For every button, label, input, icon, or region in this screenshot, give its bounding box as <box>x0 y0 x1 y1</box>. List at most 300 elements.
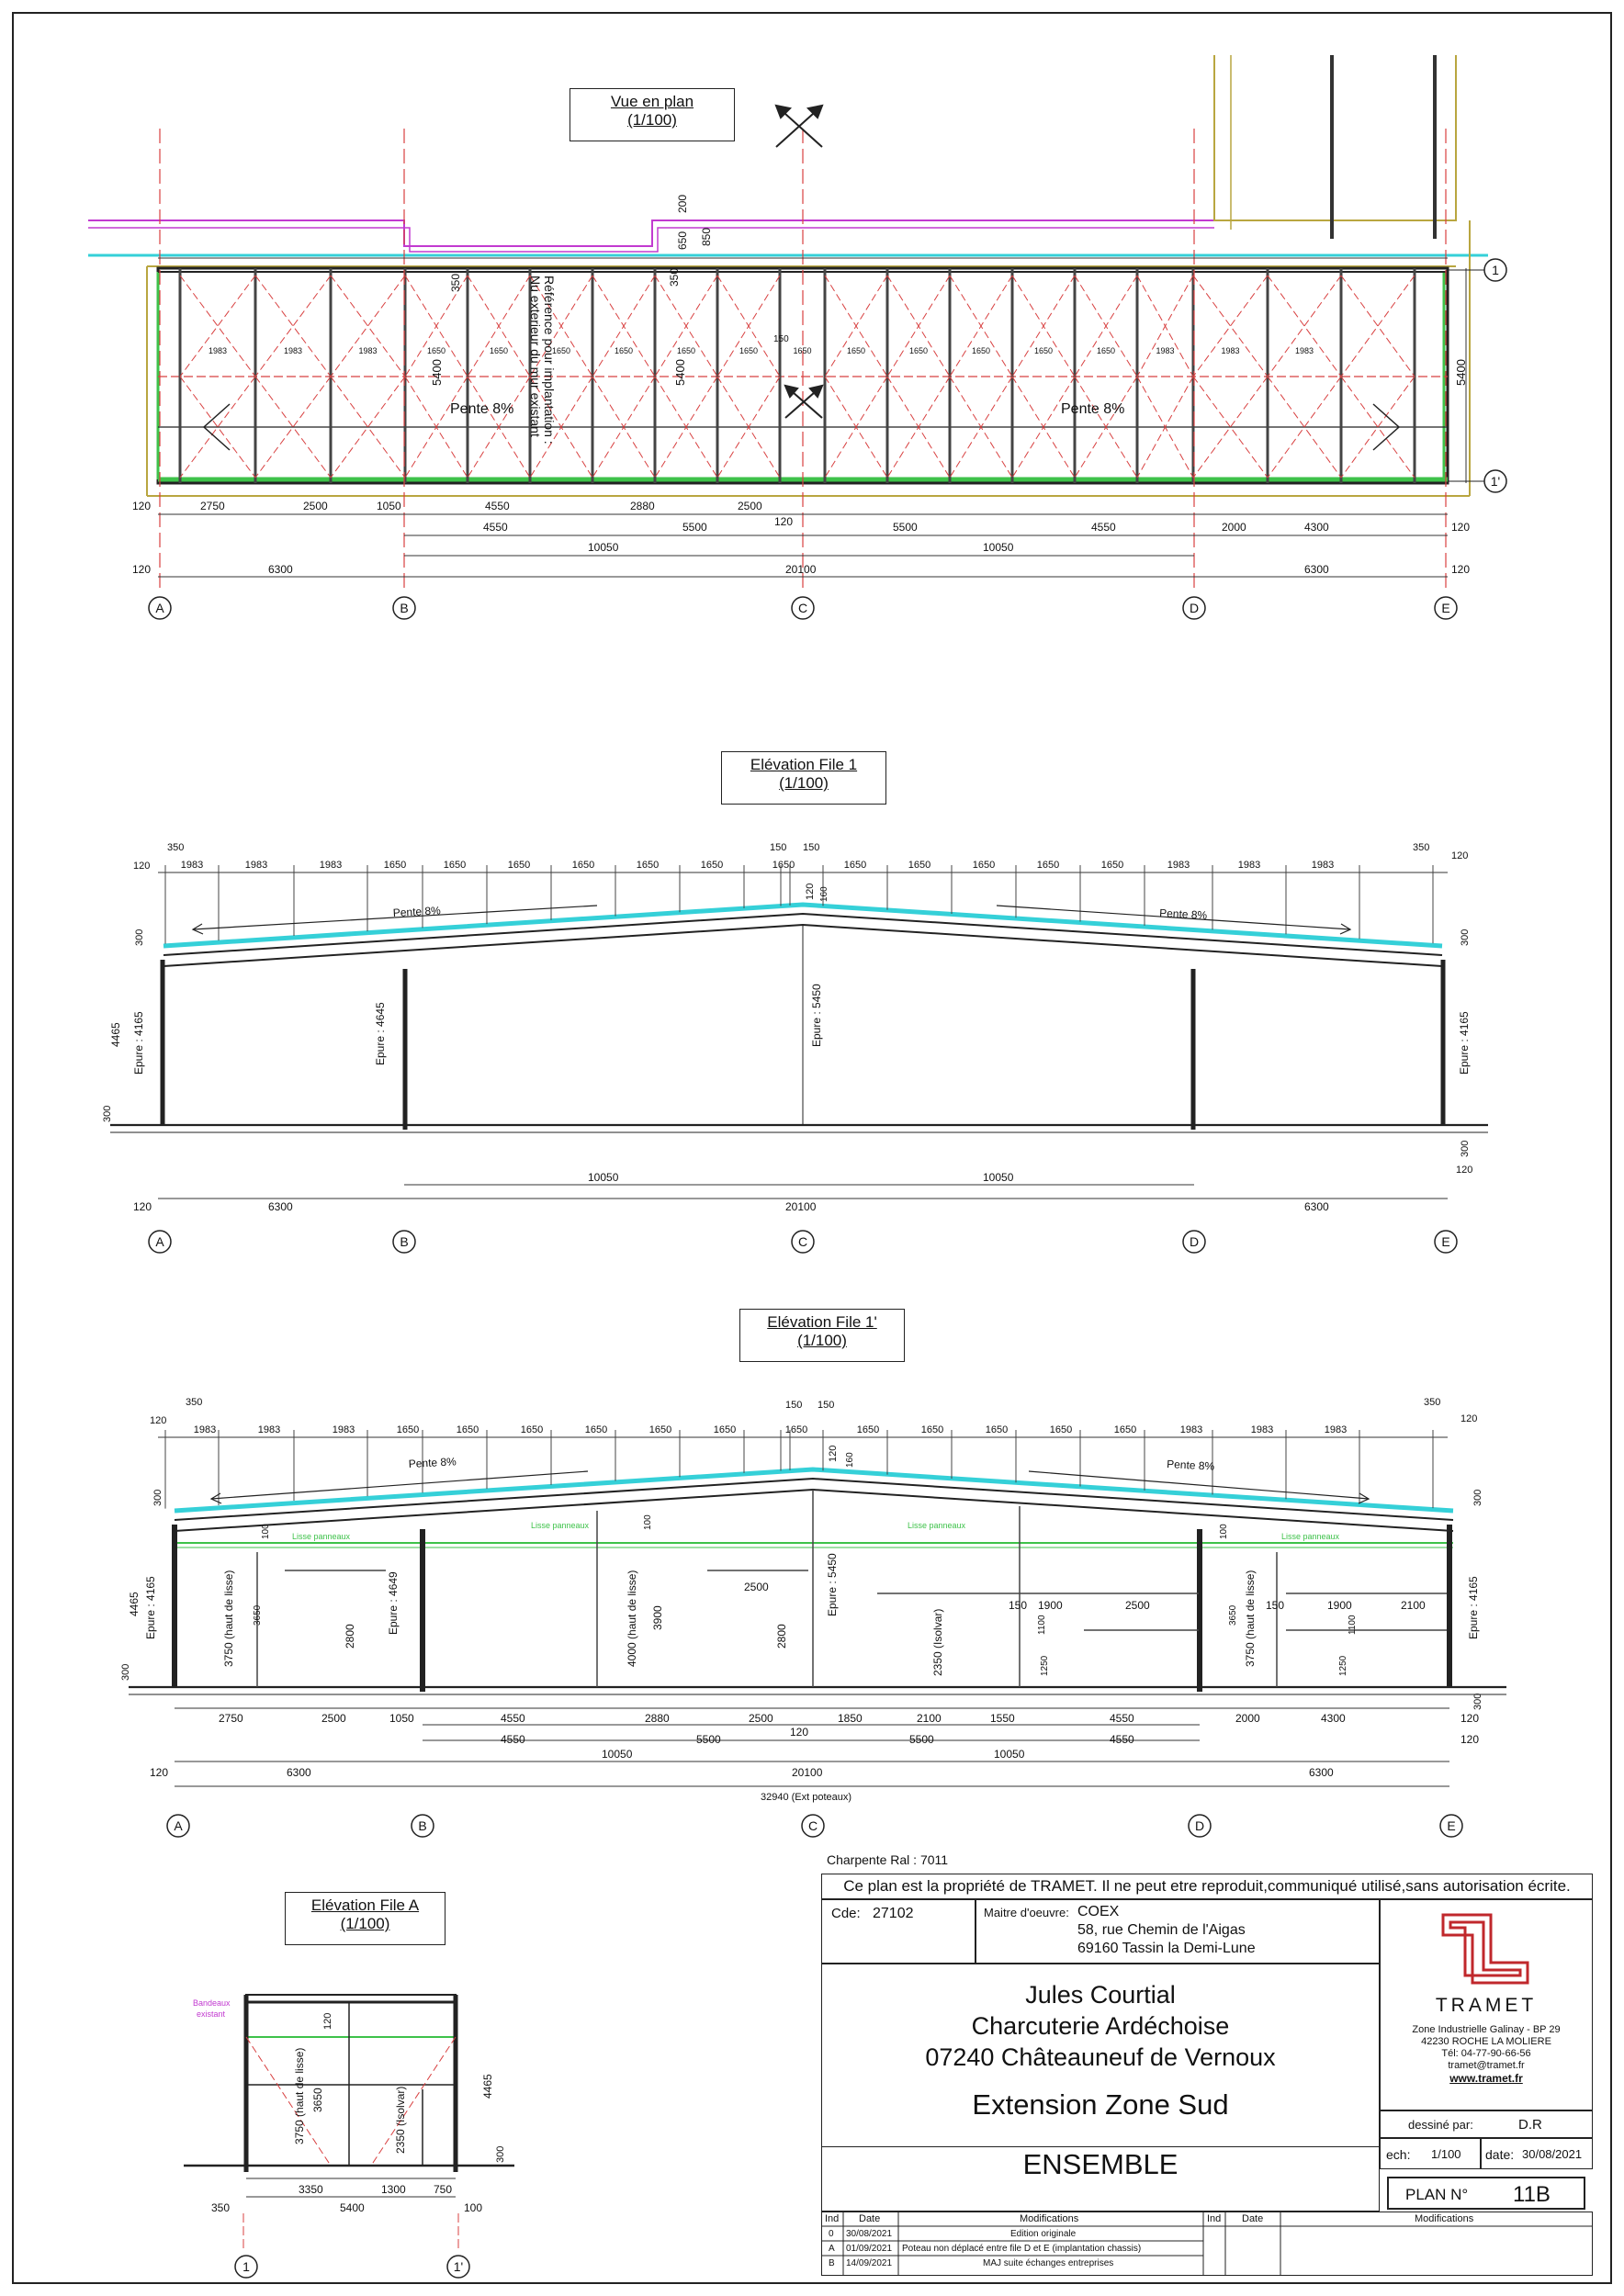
span-dim-label: 1650 <box>985 1424 1009 1435</box>
e2-epure-4165-left: Epure : 4165 <box>144 1576 157 1639</box>
e2-dim-3650-a: 3650 <box>253 1604 263 1626</box>
ea-dim-3650: 3650 <box>311 2088 324 2112</box>
e1-epure-4165-left: Epure : 4165 <box>132 1011 145 1075</box>
e2-axis-D: D <box>1194 1818 1205 1833</box>
span-dim-label: 1650 <box>507 860 531 871</box>
e2-dim-120-left: 120 <box>150 1415 167 1426</box>
e2-dim-300-a: 300 <box>152 1489 164 1506</box>
brand-tel: Tél: 04-77-90-66-56 <box>1441 2048 1531 2059</box>
e2-dim-300-d: 300 <box>1472 1693 1483 1710</box>
moe-name: COEX <box>1077 1904 1120 1919</box>
e2-lisse-3: Lisse panneaux <box>908 1521 966 1530</box>
span-dim-label: 1650 <box>520 1424 544 1435</box>
charpente-ral: Charpente Ral : 7011 <box>827 1852 949 1867</box>
plan-dim-120-c: 120 <box>774 515 794 528</box>
e2-haut-lisse-3750-b: 3750 (haut de lisse) <box>1244 1570 1257 1667</box>
span-dim-label: 1650 <box>571 860 595 871</box>
e2-dim-20100: 20100 <box>792 1766 823 1779</box>
plan-axis-A: A <box>155 601 164 615</box>
span-dim-label: 1983 <box>1294 346 1314 355</box>
plan-dim-5400-b: 5400 <box>430 359 444 386</box>
ea-dim-300: 300 <box>495 2145 506 2163</box>
ea-row-1: 1 <box>242 2259 250 2274</box>
compass-symbol-mid <box>785 386 822 418</box>
plan-number-value: 11B <box>1513 2182 1551 2207</box>
plan-axis-E: E <box>1441 601 1450 615</box>
brand-addr2: 42230 ROCHE LA MOLIERE <box>1421 2036 1551 2047</box>
e2-axis-C: C <box>807 1818 818 1833</box>
plan-number-label: PLAN N° <box>1405 2186 1469 2203</box>
e2-dim-150-inner-b: 150 <box>1266 1599 1285 1612</box>
existing-wall-outline <box>88 220 1222 246</box>
plan-dim-10050-a: 10050 <box>588 541 619 554</box>
span-dim-label: 1650 <box>920 1424 944 1435</box>
span-dim-label: 1650 <box>489 346 509 355</box>
span-dim-label: 1983 <box>332 1424 355 1435</box>
span-dim-label: 1983 <box>1324 1424 1348 1435</box>
e2-epure-4165-right: Epure : 4165 <box>1467 1576 1480 1639</box>
span-dim-label: 1983 <box>1311 860 1335 871</box>
ea-dim-100: 100 <box>464 2201 483 2214</box>
plan-dim-5400-c: 5400 <box>673 359 687 386</box>
e2-pente-left: Pente 8% <box>408 1455 457 1470</box>
e1-dim-4465: 4465 <box>109 1022 122 1047</box>
plan-dim-5500-a: 5500 <box>682 521 707 534</box>
e2-dim-1550: 1550 <box>990 1712 1015 1725</box>
plan-dim-120-a: 120 <box>132 500 152 512</box>
scale-value: 1/100 <box>1431 2147 1461 2161</box>
plan-brace <box>255 276 331 377</box>
rev-a-mod: Poteau non déplacé entre file D et E (implantation chassis) <box>902 2244 1142 2254</box>
project-cell <box>821 2147 1380 2212</box>
e2-dim-4550-c: 4550 <box>501 1733 525 1746</box>
moe-cell <box>976 1899 1380 1964</box>
e2-dim-1050: 1050 <box>389 1712 414 1725</box>
e2-dim-5500-b: 5500 <box>909 1733 934 1746</box>
plan-brace <box>1193 276 1268 377</box>
e1-axis-D: D <box>1189 1234 1200 1249</box>
e2-dim-120-r1: 120 <box>1460 1712 1480 1725</box>
e1-dim-150-a: 150 <box>770 842 787 853</box>
brand-addr1: Zone Industrielle Galinay - BP 29 <box>1412 2024 1561 2035</box>
plan-row-1: 1 <box>1492 263 1499 277</box>
span-dim-label: 1983 <box>208 346 228 355</box>
span-dim-label: 1983 <box>257 1424 281 1435</box>
rev-b-date: 14/09/2021 <box>846 2258 893 2268</box>
cde-cell <box>821 1899 976 1964</box>
e2-dim-4300: 4300 <box>1321 1712 1346 1725</box>
plan-dim-1050: 1050 <box>377 500 401 512</box>
span-dim-label: 1983 <box>244 860 268 871</box>
e1-axis-B: B <box>400 1234 409 1249</box>
plan-dim-2750: 2750 <box>200 500 225 512</box>
e2-dim-2000: 2000 <box>1235 1712 1260 1725</box>
e2-dim-1250-a: 1250 <box>1040 1655 1050 1676</box>
ea-dim-4465: 4465 <box>481 2074 494 2099</box>
e1-epure-4645: Epure : 4645 <box>374 1002 387 1065</box>
ea-dim-350: 350 <box>211 2201 231 2214</box>
span-dim-label: 1983 <box>1156 346 1175 355</box>
e2-dim-3900: 3900 <box>651 1605 664 1630</box>
plan-dim-2500-b: 2500 <box>738 500 762 512</box>
e1-dim-350-right: 350 <box>1413 842 1430 853</box>
plan-brace <box>331 276 405 377</box>
e1-epure-5450: Epure : 5450 <box>810 984 823 1047</box>
span-dim-label: 1650 <box>636 860 660 871</box>
ea-dim-3350: 3350 <box>299 2183 323 2196</box>
plan-view-title-text: Vue en plan <box>610 93 694 110</box>
e2-dim-1100-b: 1100 <box>1348 1615 1358 1635</box>
span-dim-label: 1983 <box>358 346 378 355</box>
plan-number-cell <box>1387 2177 1585 2210</box>
plan-dim-120-b: 120 <box>132 563 152 576</box>
elev1p-title <box>739 1309 905 1362</box>
span-dim-label: 1650 <box>1033 346 1054 355</box>
plan-axis-B: B <box>400 601 409 615</box>
ea-haut-lisse: 3750 (haut de lisse) <box>293 2047 306 2144</box>
e2-dim-150-inner: 150 <box>1009 1599 1028 1612</box>
drawn-value: D.R <box>1518 2117 1542 2133</box>
ea-dim-750: 750 <box>434 2183 453 2196</box>
span-dim-label: 1650 <box>972 860 996 871</box>
plan-dim-4300: 4300 <box>1304 521 1329 534</box>
cde-value: 27102 <box>873 1906 914 1921</box>
e2-axis-B: B <box>418 1818 427 1833</box>
span-dim-label: 1650 <box>648 1424 672 1435</box>
date-value: 30/08/2021 <box>1522 2147 1583 2161</box>
e2-dim-1250-b: 1250 <box>1338 1655 1348 1676</box>
span-dim-label: 1650 <box>739 346 759 355</box>
span-dim-label: 1983 <box>319 860 343 871</box>
e2-lisse-1: Lisse panneaux <box>292 1532 351 1541</box>
elevA-title <box>285 1892 445 1945</box>
plan-dim-4550-b: 4550 <box>1091 521 1116 534</box>
compass-symbol-top <box>776 106 822 147</box>
plan-dim-6300-b: 6300 <box>1304 563 1329 576</box>
e1-pente-right: Pente 8% <box>1158 906 1208 922</box>
e2-dim-1850: 1850 <box>838 1712 863 1725</box>
drawn-cell <box>1380 2110 1593 2138</box>
e2-dim-1100-a: 1100 <box>1037 1615 1047 1635</box>
e2-dim-2750: 2750 <box>219 1712 243 1725</box>
elev1p-scale: (1/100) <box>797 1332 847 1349</box>
date-cell <box>1481 2138 1593 2169</box>
e2-dim-120-mid: 120 <box>790 1726 809 1739</box>
scale-cell <box>1380 2138 1481 2169</box>
e1-dim-300-a: 300 <box>134 929 145 946</box>
existing-building-right <box>1214 55 1456 220</box>
plan-axis-C: C <box>797 601 808 615</box>
elevA-title-text: Elévation File A <box>310 1896 420 1914</box>
ownership-notice: Ce plan est la propriété de TRAMET. Il ne peut etre reproduit,communiqué utilisé,sans autorisation écrite. <box>821 1874 1593 1899</box>
e2-dim-100-c: 100 <box>1219 1524 1229 1539</box>
e1-dim-120-top: 120 <box>805 883 816 900</box>
ea-isolvar: 2350 (Isolvar) <box>394 2086 407 2154</box>
e2-lisse-4: Lisse panneaux <box>1281 1532 1340 1541</box>
plan-dim-350-b: 350 <box>449 273 462 292</box>
e1-pente-left: Pente 8% <box>392 904 442 919</box>
e2-dim-2500-b: 2500 <box>749 1712 773 1725</box>
span-dim-label: 1650 <box>856 1424 880 1435</box>
rev-header-ind: Ind <box>825 2213 840 2224</box>
rev-b-mod: MAJ suite échanges entreprises <box>983 2258 1114 2268</box>
rev-header-date: Date <box>859 2213 881 2224</box>
e2-haut-lisse-3750-a: 3750 (haut de lisse) <box>222 1570 235 1667</box>
e1-dim-300-c: 300 <box>1460 929 1471 946</box>
e2-dim-120-bl: 120 <box>150 1766 169 1779</box>
e1-axis-C: C <box>797 1234 808 1249</box>
elev1-title <box>721 751 886 805</box>
plan-dim-5400-right: 5400 <box>1454 359 1468 386</box>
plan-brace <box>180 276 255 377</box>
rev-header-mod: Modifications <box>1020 2213 1079 2224</box>
span-dim-label: 1650 <box>676 346 696 355</box>
cde-label: Cde: <box>831 1906 861 1921</box>
span-dim-label: 1650 <box>772 860 795 871</box>
ea-dim-1300: 1300 <box>381 2183 406 2196</box>
span-dim-label: 1650 <box>383 860 407 871</box>
span-dim-label: 1650 <box>456 1424 479 1435</box>
e2-dim-3650-b: 3650 <box>1228 1604 1238 1626</box>
moe-addr1: 58, rue Chemin de l'Aigas <box>1077 1922 1246 1938</box>
plan-dim-20100: 20100 <box>785 563 817 576</box>
rev-0-mod: Edition originale <box>1010 2229 1077 2239</box>
e2-dim-2880: 2880 <box>645 1712 670 1725</box>
e2-dim-5500-a: 5500 <box>696 1733 721 1746</box>
moe-label: Maitre d'oeuvre: <box>984 1906 1069 1919</box>
e2-dim-2500-a: 2500 <box>321 1712 346 1725</box>
e2-axis-A: A <box>174 1818 183 1833</box>
plan-pente-right: Pente 8% <box>1061 401 1125 417</box>
plan-dim-2500-a: 2500 <box>303 500 328 512</box>
plan-brace <box>180 276 255 377</box>
tramet-logo-icon <box>1436 1908 1537 1990</box>
ea-row-1p: 1' <box>453 2259 464 2274</box>
plan-dim-4550-a: 4550 <box>485 500 510 512</box>
e1-epure-4165-right: Epure : 4165 <box>1458 1011 1471 1075</box>
span-dim-label: 1983 <box>283 346 303 355</box>
e2-axis-E: E <box>1447 1818 1456 1833</box>
e2-dim-4550-a: 4550 <box>501 1712 525 1725</box>
span-dim-label: 1650 <box>584 1424 608 1435</box>
e1-dim-350-left: 350 <box>167 842 185 853</box>
date-label: date: <box>1485 2147 1515 2162</box>
e1-dim-120-br: 120 <box>1456 1165 1473 1176</box>
plan-dim-650: 650 <box>676 231 689 250</box>
e1-axis-E: E <box>1441 1234 1450 1249</box>
rev-header-date-2: Date <box>1242 2213 1264 2224</box>
e2-dim-1900-b: 1900 <box>1327 1599 1352 1612</box>
e2-dim-150-a: 150 <box>785 1400 803 1411</box>
elevation-file-1p <box>129 1430 1506 1786</box>
plan-dim-10050-b: 10050 <box>983 541 1014 554</box>
span-dim-label: 1650 <box>908 346 929 355</box>
e1-dim-120-bl: 120 <box>133 1200 152 1213</box>
project-subtitle: ENSEMBLE <box>1022 2148 1179 2180</box>
e2-dim-4465: 4465 <box>128 1592 141 1616</box>
span-dim-label: 1650 <box>843 860 867 871</box>
span-dim-label: 1983 <box>180 860 204 871</box>
span-dim-label: 1650 <box>551 346 571 355</box>
elevation-file-1 <box>110 865 1488 1199</box>
span-dim-label: 1650 <box>700 860 724 871</box>
brand-web[interactable]: www.tramet.fr <box>1449 2072 1523 2085</box>
e1-axis-A: A <box>155 1234 164 1249</box>
rev-b-ind: B <box>829 2258 835 2268</box>
e2-dim-10050-a: 10050 <box>602 1748 633 1761</box>
e1-dim-120-left: 120 <box>133 861 151 872</box>
e2-dim-1900-a: 1900 <box>1038 1599 1063 1612</box>
e2-dim-120-top: 120 <box>828 1445 839 1462</box>
e2-dim-300-c: 300 <box>1472 1489 1483 1506</box>
e1-dim-160: 160 <box>819 886 829 902</box>
ea-existant: existant <box>197 2009 226 2019</box>
e1-dim-300-d: 300 <box>1460 1140 1471 1157</box>
e2-dim-120-r2: 120 <box>1460 1733 1480 1746</box>
span-dim-label: 1983 <box>1237 860 1261 871</box>
e2-epure-5450: Epure : 5450 <box>826 1553 839 1616</box>
e2-dim-4550-d: 4550 <box>1110 1733 1134 1746</box>
span-dim-label: 1983 <box>1179 1424 1203 1435</box>
e2-haut-lisse-4000: 4000 (haut de lisse) <box>626 1570 638 1667</box>
e2-overall: 32940 (Ext poteaux) <box>761 1792 852 1803</box>
plan-axis-D: D <box>1189 601 1200 615</box>
plan-dim-5500-b: 5500 <box>893 521 918 534</box>
e2-dim-100-a: 100 <box>643 1514 653 1530</box>
e1-dim-10050-b: 10050 <box>983 1171 1014 1184</box>
plan-dim-6300-a: 6300 <box>268 563 293 576</box>
plan-dim-350-c: 350 <box>668 267 681 287</box>
ea-dim-5400: 5400 <box>340 2201 365 2214</box>
plan-brace <box>255 276 331 377</box>
elevA-scale: (1/100) <box>340 1915 390 1932</box>
span-dim-label: 1650 <box>614 346 634 355</box>
rev-0-date: 30/08/2021 <box>846 2229 893 2239</box>
plan-view <box>88 55 1488 592</box>
span-dim-label: 1650 <box>426 346 446 355</box>
e2-dim-300-b: 300 <box>120 1663 131 1681</box>
brand-email: tramet@tramet.fr <box>1448 2060 1525 2071</box>
client-city: 07240 Châteauneuf de Vernoux <box>925 2043 1276 2071</box>
e2-lisse-2: Lisse panneaux <box>531 1521 590 1530</box>
e2-dim-2800-a: 2800 <box>344 1624 356 1649</box>
e2-pente-right: Pente 8% <box>1166 1458 1215 1473</box>
plan-view-title <box>570 88 735 141</box>
project-title: Extension Zone Sud <box>972 2088 1229 2121</box>
e1-dim-6300-a: 6300 <box>268 1200 293 1213</box>
plan-brace <box>331 276 405 377</box>
e1-dim-300-b: 300 <box>102 1105 113 1122</box>
span-dim-label: 1983 <box>1221 346 1240 355</box>
plan-dim-2880: 2880 <box>630 500 655 512</box>
brand-cell <box>1380 1899 1593 2110</box>
drawn-label: dessiné par: <box>1408 2118 1473 2132</box>
e2-dim-6300-b: 6300 <box>1309 1766 1334 1779</box>
moe-addr2: 69160 Tassin la Demi-Lune <box>1077 1941 1256 1956</box>
elev1-scale: (1/100) <box>779 774 829 792</box>
e2-dim-2800-b: 2800 <box>775 1624 788 1649</box>
span-dim-label: 1650 <box>1049 1424 1073 1435</box>
e2-dim-120-right: 120 <box>1460 1413 1478 1424</box>
plan-pente-left: Pente 8% <box>450 401 514 417</box>
span-dim-label: 1983 <box>1167 860 1190 871</box>
rev-header-ind-2: Ind <box>1207 2213 1222 2224</box>
span-dim-label: 1650 <box>396 1424 420 1435</box>
plan-reference: Référence pour implantation : <box>542 276 557 445</box>
span-dim-label: 1650 <box>1036 860 1060 871</box>
plan-reference-2: Nu exterieur du mur existant <box>528 276 543 437</box>
e2-dim-10050-b: 10050 <box>994 1748 1025 1761</box>
e1-dim-120-right: 120 <box>1451 850 1469 861</box>
span-dim-label: 1650 <box>1113 1424 1137 1435</box>
plan-dim-120-e: 120 <box>1451 521 1471 534</box>
span-dim-label: 1983 <box>1250 1424 1274 1435</box>
e2-dim-350-right: 350 <box>1424 1397 1441 1408</box>
scale-label: ech: <box>1386 2147 1411 2162</box>
e1-dim-20100: 20100 <box>785 1200 817 1213</box>
e2-dim-2100-b: 2100 <box>917 1712 942 1725</box>
plan-view-scale: (1/100) <box>627 111 677 129</box>
plan-dimension-lines <box>158 258 1466 577</box>
brand-name: TRAMET <box>1435 1995 1538 2016</box>
e2-dim-2500-c: 2500 <box>1125 1599 1150 1612</box>
e2-dim-150-b: 150 <box>818 1400 835 1411</box>
e2-dim-100-b: 100 <box>261 1524 271 1539</box>
span-dim-label: 1650 <box>784 1424 808 1435</box>
span-dim-label: 1650 <box>908 860 931 871</box>
plan-dim-150: 150 <box>773 334 789 344</box>
e2-dim-350-left: 350 <box>186 1397 203 1408</box>
e1-dim-6300-b: 6300 <box>1304 1200 1329 1213</box>
e2-dim-2100-a: 2100 <box>1401 1599 1426 1612</box>
plan-dim-4550-c: 4550 <box>483 521 508 534</box>
ea-bandeaux: Bandeaux <box>193 1998 231 2008</box>
e2-dim-4550-b: 4550 <box>1110 1712 1134 1725</box>
span-dim-label: 1650 <box>713 1424 737 1435</box>
span-dim-label: 1650 <box>1096 346 1116 355</box>
span-dim-label: 1650 <box>1100 860 1124 871</box>
elev1p-title-text: Elévation File 1' <box>767 1313 877 1331</box>
span-dim-label: 1650 <box>846 346 866 355</box>
elev1-title-text: Elévation File 1 <box>750 756 858 773</box>
client-name: Jules Courtial <box>1025 1981 1176 2009</box>
plan-dim-120-f: 120 <box>1451 563 1471 576</box>
e2-dim-2500-inner: 2500 <box>744 1581 769 1593</box>
e2-dim-6300-a: 6300 <box>287 1766 311 1779</box>
plan-dim-2000: 2000 <box>1222 521 1246 534</box>
plan-dim-200: 200 <box>676 194 689 213</box>
plan-dim-850: 850 <box>700 227 713 246</box>
span-dim-label: 1650 <box>793 346 812 355</box>
span-dim-label: 1650 <box>443 860 467 871</box>
ea-dim-120: 120 <box>322 2012 333 2030</box>
rev-a-ind: A <box>829 2244 835 2254</box>
client-cell <box>821 1964 1380 2147</box>
span-dim-label: 1650 <box>971 346 991 355</box>
rev-header-mod-2: Modifications <box>1415 2213 1474 2224</box>
e2-dim-160: 160 <box>845 1452 855 1468</box>
client-company: Charcuterie Ardéchoise <box>971 2012 1230 2040</box>
span-dim-label: 1983 <box>193 1424 217 1435</box>
plan-row-1p: 1' <box>1490 474 1501 489</box>
rev-a-date: 01/09/2021 <box>846 2244 893 2254</box>
plan-brace <box>1193 276 1268 377</box>
e1-dim-10050-a: 10050 <box>588 1171 619 1184</box>
e2-isolvar: 2350 (Isolvar) <box>931 1608 944 1676</box>
e1-dim-150-b: 150 <box>803 842 820 853</box>
e2-epure-4649: Epure : 4649 <box>387 1571 400 1635</box>
rev-0-ind: 0 <box>829 2229 834 2239</box>
